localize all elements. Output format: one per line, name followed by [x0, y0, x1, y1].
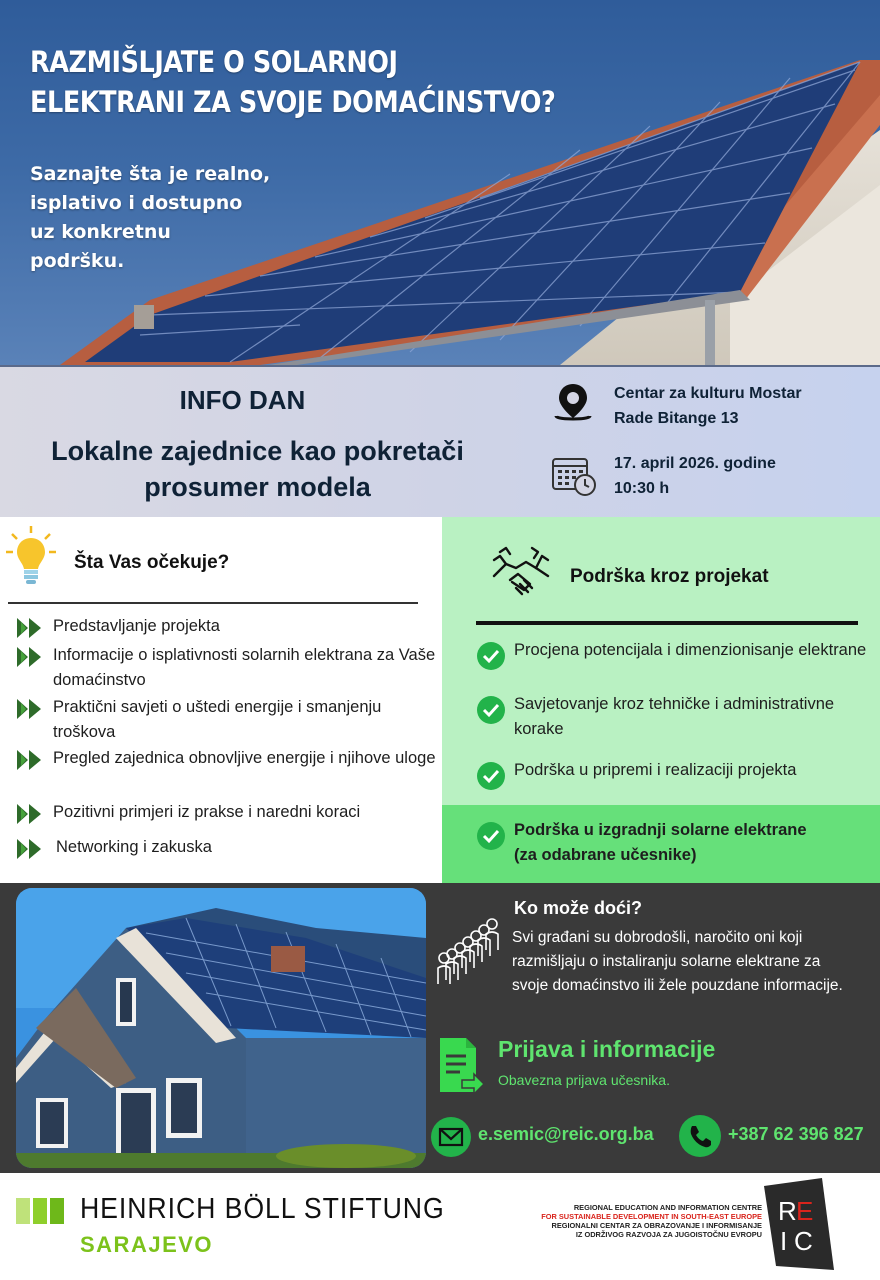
hero-banner: [0, 0, 880, 365]
list-item: Pregled zajednica obnovljive energije i njihove uloge: [17, 746, 442, 771]
reic-logo: [764, 1178, 834, 1270]
info-day-band: [0, 365, 880, 517]
list-item: Procjena potencijala i dimenzionisanje elektrane: [476, 638, 880, 663]
check-circle-icon: [476, 761, 506, 791]
svg-text:I: I: [780, 1226, 788, 1256]
list-item: Pozitivni primjeri iz prakse i naredni koraci: [17, 800, 442, 825]
list-item: Networking i zakuska: [17, 835, 442, 860]
registration-note: Obavezna prijava učesnika.: [498, 1072, 670, 1088]
support-title: Podrška kroz projekat: [570, 566, 769, 587]
hero-subtitle: Saznajte šta je realno, isplativo i dostupno uz konkretnu podršku.: [30, 163, 271, 272]
venue-address: Rade Bitange 13: [614, 410, 739, 427]
double-chevron-icon: [17, 699, 47, 719]
registration-title: Prijava i informacije: [498, 1036, 716, 1062]
hbs-logo-mark-icon: [16, 1198, 66, 1224]
list-item-highlight: Podrška u izgradnji solarne elektrane (za odabrane učesnike): [476, 818, 880, 868]
hbs-logo-name: HEINRICH BÖLL STIFTUNG: [80, 1193, 445, 1225]
double-chevron-icon: [17, 750, 47, 770]
check-circle-icon: [476, 821, 506, 851]
double-chevron-icon: [17, 618, 47, 638]
double-chevron-icon: [17, 839, 47, 859]
lightbulb-icon: [4, 524, 58, 590]
support-divider: [476, 621, 858, 625]
reic-organization-name: REGIONAL EDUCATION AND INFORMATION CENTRE FOR SUSTAINABLE DEVELOPMENT IN SOUTH-EAST EUROPE REGIONALNI CENTAR ZA OBRAZOVANJE I INFORMISANJE IZ ODRŽIVOG RAZVOJA ZA JUGOISTOČNU EVROPU: [541, 1203, 762, 1239]
event-time: 10:30 h: [614, 480, 670, 497]
list-item: Predstavljanje projekta: [17, 614, 442, 639]
list-item: Podrška u pripremi i realizaciji projekta: [476, 758, 880, 783]
event-date: 17. april 2026. godine: [614, 455, 776, 472]
list-item: Informacije o isplativnosti solarnih elektrana za Vaše domaćinstvo: [17, 643, 442, 693]
list-item: Savjetovanje kroz tehničke i administrativne korake: [476, 692, 880, 742]
expectations-divider: [8, 602, 418, 604]
hero-title: RAZMIŠLJATE O SOLARNOJ ELEKTRANI ZA SVOJE DOMAĆINSTVO?: [30, 45, 556, 119]
list-item: Praktični savjeti o uštedi energije i smanjenju troškova: [17, 695, 442, 745]
venue-name: Centar za kulturu Mostar: [614, 385, 802, 402]
svg-text:E: E: [796, 1196, 814, 1226]
info-day-label: INFO DAN: [179, 385, 306, 415]
who-can-come-text: Svi građani su dobrodošli, naročito oni koji razmišljaju o instaliranju solarne elektrane za svoje domaćinstvo ili žele pouzdane informacije.: [512, 929, 843, 994]
svg-text:C: C: [794, 1226, 813, 1256]
hbs-logo-city: SARAJEVO: [80, 1232, 214, 1257]
location-pin-icon: [550, 380, 596, 426]
crowd-icon: [436, 916, 510, 986]
event-title: Lokalne zajednice kao pokretači prosumer modela: [51, 436, 464, 502]
check-circle-icon: [476, 641, 506, 671]
phone-icon: [678, 1114, 722, 1158]
who-can-come-title: Ko može doći?: [514, 898, 643, 918]
contact-email-link[interactable]: e.semic@reic.org.ba: [478, 1124, 654, 1144]
document-form-icon: [436, 1036, 486, 1098]
double-chevron-icon: [17, 647, 47, 667]
handshake-icon: [490, 544, 552, 606]
email-icon: [430, 1116, 472, 1158]
house-solar-photo: [16, 888, 426, 1168]
contact-phone-link[interactable]: +387 62 396 827: [728, 1124, 864, 1144]
svg-text:R: R: [778, 1196, 797, 1226]
double-chevron-icon: [17, 804, 47, 824]
calendar-clock-icon: [550, 455, 598, 497]
check-circle-icon: [476, 695, 506, 725]
expectations-title: Šta Vas očekuje?: [74, 552, 230, 573]
